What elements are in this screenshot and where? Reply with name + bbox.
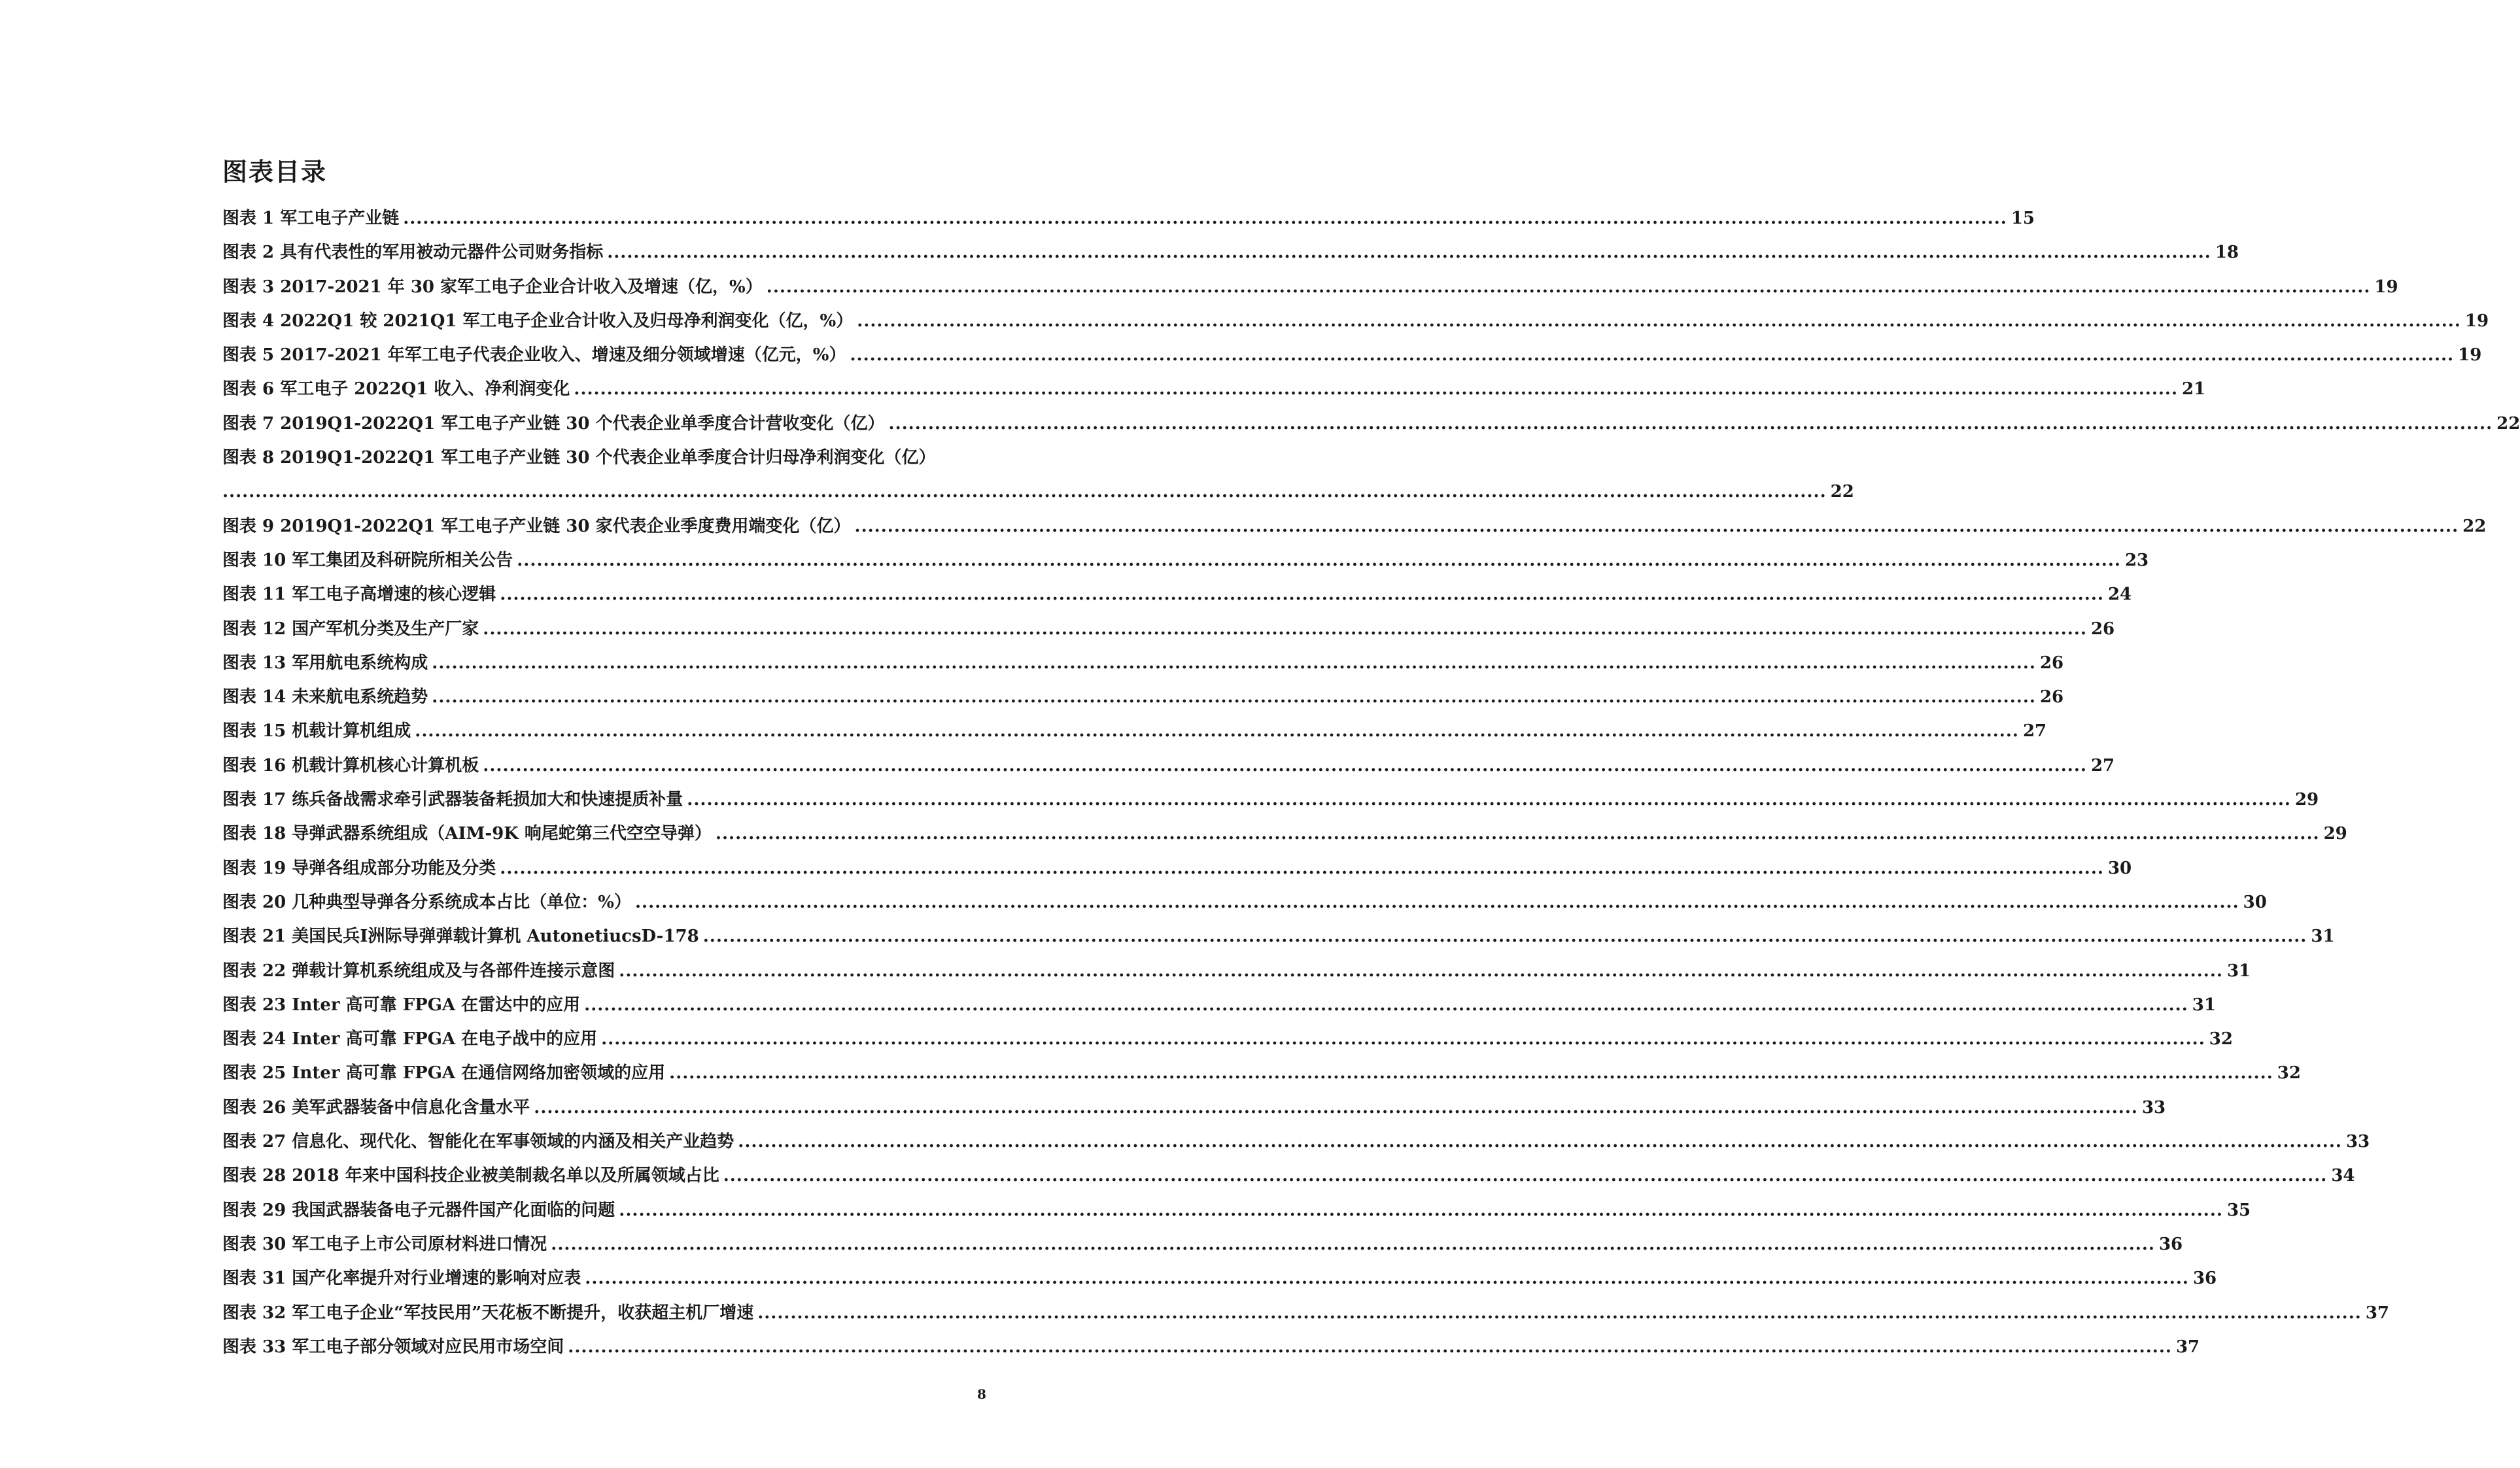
toc-leader xyxy=(687,783,2291,817)
toc-entry[interactable] xyxy=(222,680,2064,714)
toc-entry-page: 18 xyxy=(2215,243,2239,263)
toc-entry-label: 图表 18 导弹武器系统组成（AIM-9K 响尾蛇第三代空空导弹） xyxy=(222,824,712,844)
toc-entry-label: 图表 23 Inter 高可靠 FPGA 在雷达中的应用 xyxy=(222,995,581,1015)
toc-entry-page: 22 xyxy=(1830,482,1854,502)
toc-entry-label: 图表 30 军工电子上市公司原材料进口情况 xyxy=(222,1234,547,1254)
toc-entry-label: 图表 22 弹载计算机系统组成及与各部件连接示意图 xyxy=(222,961,615,981)
toc-leader xyxy=(601,1022,2205,1056)
toc-entry-page: 30 xyxy=(2107,858,2132,878)
toc-entry-label: 图表 31 国产化率提升对行业增速的影响对应表 xyxy=(222,1269,581,1289)
toc-leader xyxy=(432,646,2036,680)
toc-leader xyxy=(889,407,2493,441)
toc-entry-page: 26 xyxy=(2039,687,2064,708)
toc-entry-label: 图表 26 美军武器装备中信息化含量水平 xyxy=(222,1097,530,1118)
toc-entry-label: 图表 27 信息化、现代化、智能化在军事领域的内涵及相关产业趋势 xyxy=(222,1132,734,1152)
toc-entry[interactable] xyxy=(222,1261,2217,1295)
toc-leader xyxy=(757,1296,2362,1330)
toc-leader xyxy=(767,270,2371,304)
toc-leader xyxy=(585,1261,2189,1295)
toc-entry[interactable] xyxy=(222,1227,2183,1261)
toc-entry-page: 24 xyxy=(2107,585,2132,605)
toc-entry[interactable] xyxy=(222,817,2347,851)
toc-entry[interactable] xyxy=(222,783,2319,817)
page-number: 8 xyxy=(977,1386,986,1402)
toc-entry[interactable] xyxy=(222,851,2132,885)
toc-leader xyxy=(415,714,2019,748)
toc-entry[interactable] xyxy=(222,954,2251,988)
toc-leader xyxy=(574,372,2178,406)
toc-entry[interactable] xyxy=(222,714,2047,748)
toc-leader xyxy=(716,817,2320,851)
toc-entry-label: 图表 20 几种典型导弹各分系统成本占比（单位：%） xyxy=(222,892,631,912)
toc-leader xyxy=(738,1125,2342,1159)
toc-leader xyxy=(669,1056,2273,1090)
toc-entry-label: 图表 10 军工集团及科研院所相关公告 xyxy=(222,550,513,570)
toc-entry-page: 19 xyxy=(2458,345,2482,366)
toc-entry[interactable] xyxy=(222,1193,2251,1227)
toc-entry-label: 图表 5 2017-2021 年军工电子代表企业收入、增速及细分领域增速（亿元，%） xyxy=(222,345,846,366)
toc-entry-label: 图表 21 美国民兵Ⅰ洲际导弹弹载计算机 AutonetiucsD-178 xyxy=(222,927,699,947)
toc-entry-label: 图表 2 具有代表性的军用被动元器件公司财务指标 xyxy=(222,243,604,263)
toc-entry-page: 22 xyxy=(2462,516,2487,536)
toc-entry[interactable] xyxy=(222,612,2115,646)
toc-leader xyxy=(619,954,2223,988)
toc-leader xyxy=(517,543,2121,577)
toc-entry-label: 图表 17 练兵备战需求牵引武器装备耗损加大和快速提质补量 xyxy=(222,790,683,810)
toc-entry-label: 图表 4 2022Q1 较 2021Q1 军工电子企业合计收入及归母净利润变化（亿，%） xyxy=(222,311,854,331)
toc-entry-page: 22 xyxy=(2496,413,2520,434)
toc-entry-page: 29 xyxy=(2323,824,2347,844)
toc-entry-label: 图表 11 军工电子高增速的核心逻辑 xyxy=(222,585,496,605)
toc-entry[interactable] xyxy=(222,270,2398,304)
toc-leader xyxy=(534,1091,2138,1125)
toc-entry-label: 图表 13 军用航电系统构成 xyxy=(222,653,428,673)
toc-leader xyxy=(855,509,2459,543)
toc-entry[interactable] xyxy=(222,441,1854,509)
toc-entry[interactable] xyxy=(222,1296,2390,1330)
toc-entry-page: 36 xyxy=(2192,1269,2217,1289)
toc-entry[interactable] xyxy=(222,1125,2370,1159)
toc-entry-label: 图表 33 军工电子部分领域对应民用市场空间 xyxy=(222,1337,564,1357)
toc-leader xyxy=(483,749,2087,783)
toc-entry[interactable] xyxy=(222,885,2267,919)
toc-entry-page: 23 xyxy=(2124,550,2149,570)
toc-entry[interactable] xyxy=(222,1159,2355,1193)
toc-leader xyxy=(483,612,2087,646)
toc-leader xyxy=(857,304,2461,338)
toc-entry-page: 21 xyxy=(2182,379,2206,400)
toc-entry[interactable] xyxy=(222,1022,2233,1056)
toc-entry-label: 图表 19 导弹各组成部分功能及分类 xyxy=(222,858,496,878)
toc-entry-label: 图表 14 未来航电系统趋势 xyxy=(222,687,428,708)
toc-list xyxy=(222,201,2520,1364)
toc-entry-page: 19 xyxy=(2464,311,2489,331)
toc-entry-page: 32 xyxy=(2209,1029,2233,1050)
toc-entry[interactable] xyxy=(222,577,2132,611)
toc-entry-page: 30 xyxy=(2243,892,2267,912)
toc-entry-page: 31 xyxy=(2226,961,2251,981)
toc-entry[interactable] xyxy=(222,646,2064,680)
toc-entry[interactable] xyxy=(222,1056,2301,1090)
toc-leader xyxy=(607,235,2211,269)
toc-entry-label: 图表 24 Inter 高可靠 FPGA 在电子战中的应用 xyxy=(222,1029,598,1050)
toc-entry[interactable] xyxy=(222,338,2482,372)
toc-entry[interactable] xyxy=(222,1091,2166,1125)
toc-entry[interactable] xyxy=(222,1330,2200,1364)
toc-leader xyxy=(432,680,2036,714)
toc-entry-label: 图表 28 2018 年来中国科技企业被美制裁名单以及所属领域占比 xyxy=(222,1166,719,1186)
toc-leader xyxy=(584,988,2188,1022)
toc-entry-page: 19 xyxy=(2374,277,2398,297)
toc-leader xyxy=(703,919,2307,953)
toc-entry[interactable] xyxy=(222,988,2216,1022)
toc-entry[interactable] xyxy=(222,304,2489,338)
toc-entry-label: 图表 29 我国武器装备电子元器件国产化面临的问题 xyxy=(222,1200,615,1220)
toc-leader xyxy=(723,1159,2328,1193)
toc-entry-label: 图表 16 机载计算机核心计算机板 xyxy=(222,755,479,776)
toc-leader xyxy=(850,338,2454,372)
toc-entry-label: 图表 3 2017-2021 年 30 家军工电子企业合计收入及增速（亿，%） xyxy=(222,277,763,297)
toc-leader xyxy=(568,1330,2172,1364)
toc-entry[interactable] xyxy=(222,749,2115,783)
toc-entry[interactable] xyxy=(222,372,2206,406)
toc-entry-label: 图表 6 军工电子 2022Q1 收入、净利润变化 xyxy=(222,379,570,400)
toc-entry-page: 31 xyxy=(2311,927,2335,947)
toc-entry-label: 图表 1 军工电子产业链 xyxy=(222,209,400,228)
toc-entry-page: 37 xyxy=(2175,1337,2200,1357)
toc-entry-page: 32 xyxy=(2277,1063,2301,1084)
toc-entry-page: 15 xyxy=(2011,209,2035,228)
toc-leader xyxy=(222,475,1827,509)
toc-entry-page: 33 xyxy=(2345,1132,2370,1152)
toc-entry[interactable] xyxy=(222,919,2335,953)
toc-leader xyxy=(403,201,2007,235)
toc-entry-label: 图表 25 Inter 高可靠 FPGA 在通信网络加密领域的应用 xyxy=(222,1063,666,1084)
toc-leader xyxy=(500,851,2104,885)
toc-entry-page: 37 xyxy=(2365,1303,2390,1323)
toc-entry-page: 33 xyxy=(2141,1097,2166,1118)
toc-entry-page: 29 xyxy=(2294,790,2319,810)
toc-title: 图表目录 xyxy=(222,157,328,186)
toc-entry[interactable] xyxy=(222,509,2487,543)
toc-entry[interactable] xyxy=(222,235,2239,269)
toc-entry-label: 图表 15 机载计算机组成 xyxy=(222,721,411,742)
toc-entry-label: 图表 7 2019Q1-2022Q1 军工电子产业链 30 个代表企业单季度合计营收变化（亿） xyxy=(222,413,885,434)
toc-entry[interactable] xyxy=(222,201,2035,235)
toc-entry-label: 图表 32 军工电子企业“军技民用”天花板不断提升，收获超主机厂增速 xyxy=(222,1303,754,1323)
toc-entry-page: 31 xyxy=(2192,995,2216,1015)
toc-entry-label: 图表 12 国产军机分类及生产厂家 xyxy=(222,619,479,639)
toc-leader xyxy=(635,885,2239,919)
toc-entry-page: 26 xyxy=(2090,619,2115,639)
toc-entry-page: 27 xyxy=(2022,721,2047,742)
toc-entry-page: 35 xyxy=(2226,1200,2251,1220)
toc-leader xyxy=(500,577,2104,611)
toc-leader xyxy=(551,1227,2155,1261)
toc-entry-label: 图表 9 2019Q1-2022Q1 军工电子产业链 30 家代表企业季度费用端变化（亿） xyxy=(222,516,851,536)
toc-entry[interactable] xyxy=(222,543,2149,577)
toc-entry-page: 34 xyxy=(2331,1166,2355,1186)
toc-entry[interactable] xyxy=(222,407,2520,441)
toc-entry-page: 27 xyxy=(2090,755,2115,776)
toc-entry-page: 36 xyxy=(2158,1234,2183,1254)
toc-leader xyxy=(619,1193,2223,1227)
toc-entry-page: 26 xyxy=(2039,653,2064,673)
toc-entry-label: 图表 8 2019Q1-2022Q1 军工电子产业链 30 个代表企业单季度合计归母净利润变化（亿） xyxy=(222,448,936,468)
